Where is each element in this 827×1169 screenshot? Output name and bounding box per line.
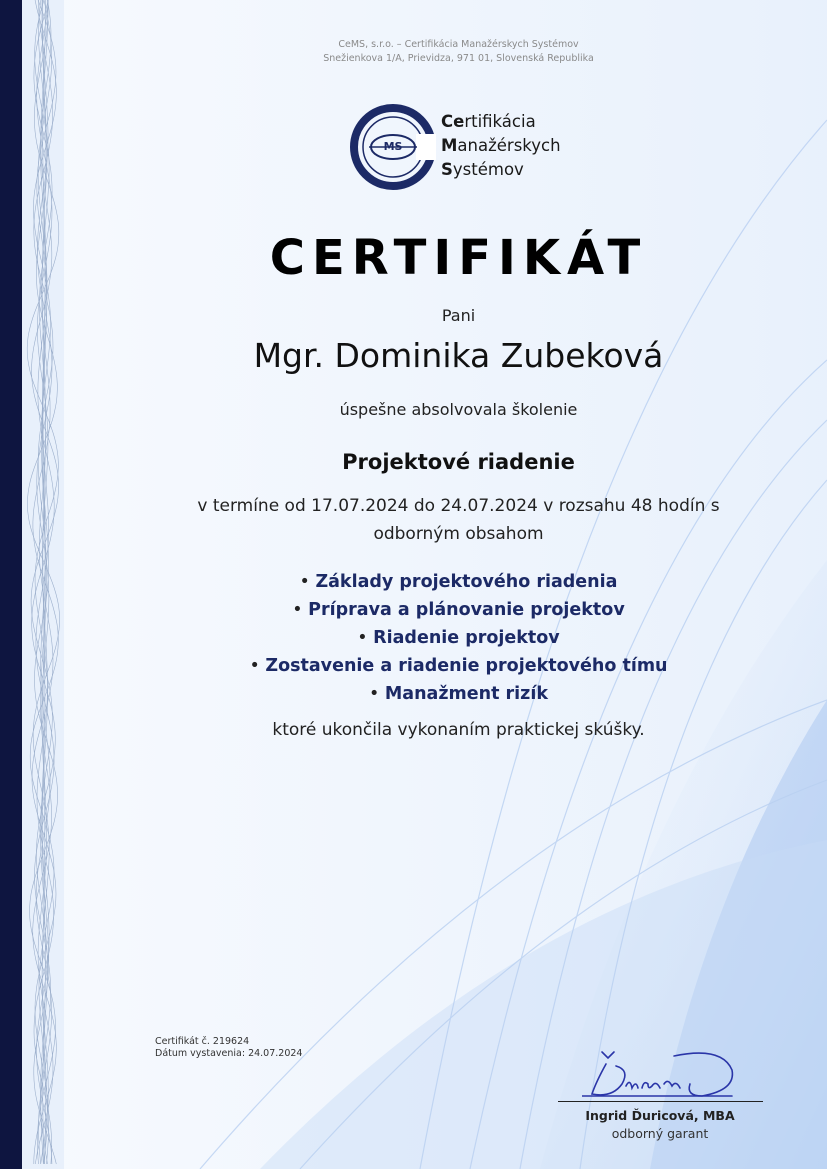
handwritten-signature (582, 1044, 742, 1104)
signature-line (558, 1101, 763, 1102)
completion-statement: úspešne absolvovala školenie (339, 400, 578, 419)
certificate-number: Certifikát č. 219624 (155, 1036, 250, 1047)
signer-name: Ingrid Ďuricová, MBA (585, 1108, 735, 1123)
cems-logo-emblem (350, 104, 436, 190)
salutation: Pani (441, 306, 476, 325)
closing-statement: ktoré ukončila vykonaním praktickej skúšky. (272, 720, 645, 740)
issuer-name-line: CeMS, s.r.o. – Certifikácia Manažérskych Systémov (338, 39, 579, 50)
signer-role: odborný garant (611, 1126, 709, 1141)
issue-date: Dátum vystavenia: 24.07.2024 (155, 1048, 303, 1059)
certificate-title: CERTIFIKÁT (269, 230, 648, 286)
course-name: Projektové riadenie (342, 450, 575, 474)
decorative-side-border (0, 0, 64, 1169)
issuer-address-line: Snežienkova 1/A, Prievidza, 971 01, Slovenská Republika (323, 53, 594, 64)
certificate-meta (155, 1036, 302, 1060)
logo-wordmark: Certifikácia Manažérskych Systémov (441, 112, 561, 179)
topic-item: • Zostavenie a riadenie projektového tímu (249, 656, 668, 676)
course-term (90, 492, 827, 548)
recipient-name: Mgr. Dominika Zubeková (253, 336, 664, 375)
topic-item: • Základy projektového riadenia (299, 572, 618, 592)
issuer-header (90, 38, 827, 66)
course-term-line: odborným obsahom (373, 524, 544, 544)
course-term-line: v termíne od 17.07.2024 do 24.07.2024 v rozsahu 48 hodín s (197, 496, 720, 516)
logo-emblem-text: MS (383, 140, 403, 153)
topic-item: • Príprava a plánovanie projektov (292, 600, 625, 620)
topic-item: • Manažment rizík (368, 684, 549, 704)
topic-item: • Riadenie projektov (357, 628, 560, 648)
topic-list (90, 568, 827, 708)
